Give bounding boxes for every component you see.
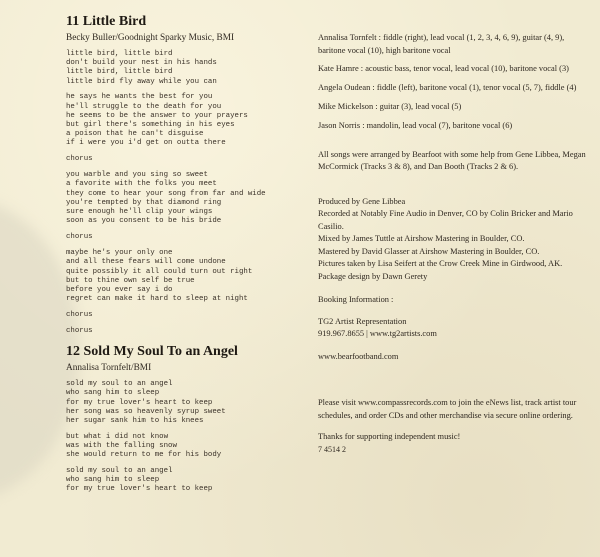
song-11 [66,14,306,336]
lyric-line: and all these fears will come undone [66,258,226,267]
lyric-line: chorus [66,310,93,319]
production-line: Recorded at Notably Fine Audio in Denver, CO by Colin Bricker and Mario Casilio. [318,209,573,231]
lyric-line: chorus [66,232,93,241]
lyric-line: a poison that he can't disguise [66,130,204,139]
chorus-marker [66,155,306,164]
lyric-line: she would return to me for his body [66,451,222,460]
lyric-line: for my true lover's heart to keep [66,398,213,407]
production-line: Mixed by James Tuttle at Airshow Mastering in Boulder, CO. [318,234,525,244]
chorus-marker [66,311,306,320]
lyric-line: a favorite with the folks you meet [66,180,217,189]
musician-credit: Angela Oudean : fiddle (left), baritone vocal (1), tenor vocal (5, 7), fiddle (4) [318,83,577,93]
lyric-line: they come to hear your song from far and wide [66,189,266,198]
lyric-stanza [66,433,306,461]
booking-agency: TG2 Artist Representation [318,316,407,326]
lyric-line: but to thine own self be true [66,276,195,285]
catalog-number: 7 4514 2 [318,444,346,454]
production-line: Pictures taken by Lisa Seifert at the Crow Creek Mine in Girdwood, AK. [318,259,563,269]
lyric-line: soon as you consent to be his bride [66,217,222,226]
lyric-line: who sang him to sleep [66,476,160,485]
lyric-stanza [66,171,306,226]
lyric-stanza [66,249,306,304]
booking-contact: 919.967.8655 | www.tg2artists.com [318,329,437,339]
lyric-line: little bird, little bird [66,50,173,58]
production-line: Package design by Dawn Gerety [318,271,428,281]
lyric-line: he says he wants the best for you [66,93,213,102]
musician-credit: Annalisa Tornfelt : fiddle (right), lead vocal (1, 2, 3, 4, 6, 9), guitar (4, 9), baritone vocal (10), high baritone vocal [318,33,565,55]
song-lyrics [66,380,306,494]
lyric-line: chorus [66,327,93,336]
lyric-line: maybe he's your only one [66,249,173,258]
musician-credit: Mike Mickelson : guitar (3), lead vocal (5) [318,102,462,112]
lyric-line: don't build your nest in his hands [66,59,217,68]
production-line: Produced by Gene Libbea [318,196,406,206]
credits-column [318,32,586,456]
song-title: 12 Sold My Soul To an Angel [66,344,238,360]
arrangement-note: All songs were arranged by Bearfoot with some help from Gene Libbea, Megan McCormick (Tracks 3 & 8), and Dan Booth (Tracks 2 & 6). [318,149,586,172]
song-credit: Annalisa Tornfelt/BMI [66,363,152,374]
label-visit-note: Please visit www.compassrecords.com to join the eNews list, track artist tour schedules, and order CDs and other merchandise via secure online ordering. [318,398,577,420]
lyric-line: quite possibly it all could turn out right [66,267,253,276]
lyric-stanza [66,50,306,87]
lyric-line: you warble and you sing so sweet [66,171,208,180]
production-credits [318,196,586,284]
lyric-line: if i were you i'd get on outta there [66,139,226,148]
song-credit: Becky Buller/Goodnight Sparky Music, BMI [66,33,235,43]
lyric-stanza [66,380,306,426]
song-lyrics [66,50,306,336]
lyric-line: her song was so heavenly syrup sweet [66,407,226,416]
chorus-marker [66,327,306,336]
song-12 [66,344,306,494]
lyric-line: but girl there's something in his eyes [66,120,235,129]
lyric-line: chorus [66,155,93,164]
musician-credit: Kate Hamre : acoustic bass, tenor vocal, lead vocal (10), baritone vocal (3) [318,64,569,74]
lyric-line: who sang him to sleep [66,389,160,398]
lyric-line: he'll struggle to the death for you [66,102,222,111]
lyric-line: sold my soul to an angel [66,380,173,389]
band-website: www.bearfootband.com [318,351,399,361]
production-line: Mastered by David Glasser at Airshow Mastering in Boulder, CO. [318,246,540,256]
lyric-line: you're tempted by that diamond ring [66,198,222,207]
lyric-line: little bird fly away while you can [66,77,217,86]
lyric-line: was with the falling snow [66,442,177,450]
lyric-stanza [66,467,306,495]
lyric-line: for my true lover's heart to keep [66,485,213,494]
lyric-stanza [66,93,306,148]
booking-label: Booking Information : [318,295,394,305]
chorus-marker [66,233,306,242]
lyric-line: sure enough he'll clip your wings [66,208,213,217]
song-title: 11 Little Bird [66,14,147,29]
thanks-note: Thanks for supporting independent music! [318,432,461,442]
lyric-line: her sugar sank him to his knees [66,417,204,426]
lyric-line: but what i did not know [66,432,169,441]
lyric-line: before you ever say i do [66,285,173,294]
lyric-line: regret can make it hard to sleep at night [66,295,248,304]
lyric-line: little bird, little bird [66,68,173,77]
musician-credit: Jason Norris : mandolin, lead vocal (7), baritone vocal (6) [318,121,513,131]
musician-credits [318,32,586,133]
lyric-line: sold my soul to an angel [66,466,173,475]
lyrics-column [66,14,306,501]
lyric-line: he seems to be the answer to your prayers [66,111,248,120]
